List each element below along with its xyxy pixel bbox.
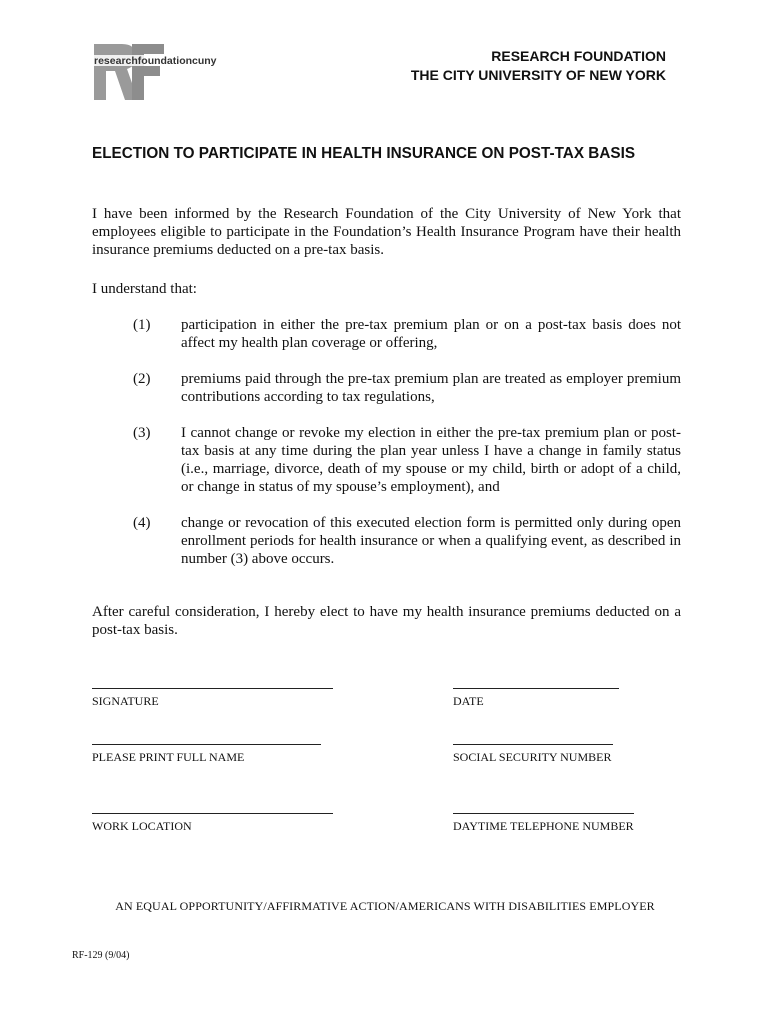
- list-item: [92, 316, 681, 352]
- understand-label: I understand that:: [92, 281, 197, 297]
- election-statement: After careful consideration, I hereby elect to have my health insurance premiums deducted on a post-tax basis.: [92, 604, 681, 638]
- signature-field[interactable]: [92, 688, 333, 709]
- list-item: [92, 424, 681, 496]
- work-location-field[interactable]: [92, 813, 333, 834]
- ssn-line: [453, 744, 613, 745]
- phone-line: [453, 813, 634, 814]
- date-line: [453, 688, 619, 689]
- work-location-label: WORK LOCATION: [92, 819, 192, 833]
- conditions-list: [92, 316, 681, 586]
- full-name-field[interactable]: [92, 744, 321, 765]
- form-title: ELECTION TO PARTICIPATE IN HEALTH INSURANCE ON POST-TAX BASIS: [92, 145, 636, 162]
- date-label: DATE: [453, 694, 484, 708]
- item-number: (3): [133, 425, 151, 441]
- full-name-label: PLEASE PRINT FULL NAME: [92, 750, 245, 764]
- org-name-line1: RESEARCH FOUNDATION: [491, 48, 666, 64]
- ssn-label: SOCIAL SECURITY NUMBER: [453, 750, 612, 764]
- phone-field[interactable]: [453, 813, 634, 834]
- ssn-field[interactable]: [453, 744, 613, 765]
- work-location-line: [92, 813, 333, 814]
- item-text: participation in either the pre-tax premium plan or on a post-tax basis does not affect my health plan coverage or offering,: [181, 317, 681, 351]
- list-item: [92, 514, 681, 568]
- intro-paragraph: I have been informed by the Research Foundation of the City University of New York that employees eligible to participate in the Foundation’s Health Insurance Program have their health insurance premiums deducted on a pre-tax basis.: [92, 206, 681, 258]
- form-number: RF-129 (9/04): [72, 950, 130, 961]
- item-number: (2): [133, 371, 151, 387]
- phone-label: DAYTIME TELEPHONE NUMBER: [453, 819, 634, 833]
- item-text: change or revocation of this executed election form is permitted only during open enrollment periods for health insurance or when a qualifying event, as described in number (3) above occurs.: [181, 515, 681, 567]
- date-field[interactable]: [453, 688, 619, 709]
- logo-f-shape: [132, 44, 164, 100]
- signature-line: [92, 688, 333, 689]
- signature-label: SIGNATURE: [92, 694, 159, 708]
- organization-header: [411, 47, 666, 85]
- item-number: (1): [133, 317, 151, 333]
- logo-r-shape: [94, 44, 138, 100]
- item-text: I cannot change or revoke my election in either the pre-tax premium plan or post-tax basis at any time during the plan year unless I have a change in family status (i.e., marriage, divorce, death of my spouse or my child, birth or adopt of a child, or change in status of my spouse’s employment), and: [181, 425, 681, 495]
- eeo-statement: AN EQUAL OPPORTUNITY/AFFIRMATIVE ACTION/AMERICANS WITH DISABILITIES EMPLOYER: [115, 899, 655, 913]
- org-name-line2: THE CITY UNIVERSITY OF NEW YORK: [410, 67, 666, 83]
- item-text: premiums paid through the pre-tax premium plan are treated as employer premium contributions according to tax regulations,: [181, 371, 681, 405]
- full-name-line: [92, 744, 321, 745]
- item-number: (4): [133, 515, 151, 531]
- list-item: [92, 370, 681, 406]
- research-foundation-logo: [92, 42, 242, 102]
- logo-wordmark: researchfoundationcuny: [94, 55, 217, 67]
